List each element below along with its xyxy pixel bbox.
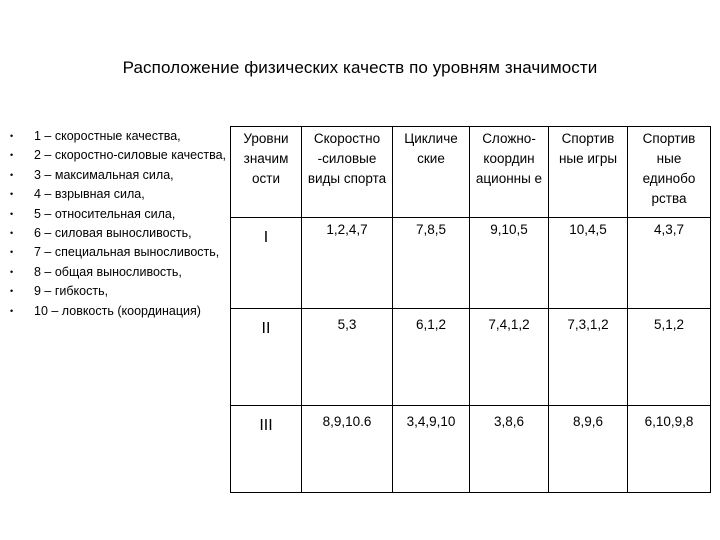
- list-item: [10, 167, 230, 184]
- table-cell: 5,1,2: [628, 309, 711, 406]
- quality-text: 5 – относительная сила,: [34, 206, 176, 221]
- table-cell: 8,9,10.6: [302, 406, 393, 493]
- table-cell: 7,8,5: [393, 218, 470, 309]
- bullet-icon: •: [10, 266, 14, 277]
- quality-text: 6 – силовая выносливость,: [34, 225, 192, 240]
- table-header-row: [231, 127, 711, 218]
- header-cell-speed-strength: Скоростно -силовые виды спорта: [302, 127, 393, 218]
- table-cell: 3,4,9,10: [393, 406, 470, 493]
- bullet-icon: •: [10, 227, 14, 238]
- quality-text: 9 – гибкость,: [34, 284, 109, 299]
- list-item: [10, 147, 230, 164]
- bullet-icon: •: [10, 247, 14, 258]
- bullet-icon: •: [10, 150, 14, 161]
- header-cell-complex-coordination: Сложно-координ ационны е: [470, 127, 549, 218]
- table-cell: 8,9,6: [549, 406, 628, 493]
- list-item: [10, 264, 230, 281]
- table-cell: 9,10,5: [470, 218, 549, 309]
- list-item: [10, 186, 230, 203]
- table-row: [231, 218, 711, 309]
- list-item: [10, 244, 230, 261]
- list-item: [10, 128, 230, 145]
- level-cell: III: [231, 406, 302, 493]
- quality-text: 7 – специальная выносливость,: [34, 245, 220, 260]
- table-cell: 10,4,5: [549, 218, 628, 309]
- header-cell-sport-games: Спортив ные игры: [549, 127, 628, 218]
- list-item: [10, 206, 230, 223]
- quality-text: 4 – взрывная сила,: [34, 187, 145, 202]
- table-cell: 6,1,2: [393, 309, 470, 406]
- quality-text: 1 – скоростные качества,: [34, 129, 181, 143]
- table-cell: 7,3,1,2: [549, 309, 628, 406]
- list-item: [10, 303, 230, 320]
- bullet-icon: •: [10, 286, 14, 297]
- table-cell: 5,3: [302, 309, 393, 406]
- table-cell: 4,3,7: [628, 218, 711, 309]
- table-row: [231, 309, 711, 406]
- quality-text: 2 – скоростно-силовые качества,: [34, 148, 227, 163]
- table-cell: 3,8,6: [470, 406, 549, 493]
- bullet-icon: •: [10, 208, 14, 219]
- table-row: [231, 406, 711, 493]
- bullet-icon: •: [10, 305, 14, 316]
- list-item: [10, 283, 230, 300]
- quality-text: 10 – ловкость (координация): [34, 303, 201, 318]
- table-cell: 1,2,4,7: [302, 218, 393, 309]
- header-cell-combat-sports: Спортив ные единобо рства: [628, 127, 711, 218]
- table-cell: 6,10,9,8: [628, 406, 711, 493]
- table-cell: 7,4,1,2: [470, 309, 549, 406]
- header-cell-levels: Уровни значим ости: [231, 127, 302, 218]
- level-cell: II: [231, 309, 302, 406]
- quality-text: 3 – максимальная сила,: [34, 167, 174, 182]
- bullet-icon: •: [10, 169, 14, 180]
- bullet-icon: •: [10, 131, 14, 141]
- bullet-icon: •: [10, 189, 14, 200]
- page-title: Расположение физических качеств по уровням значимости: [122, 58, 598, 77]
- significance-table: [230, 126, 711, 493]
- header-cell-cyclic: Цикличе ские: [393, 127, 470, 218]
- quality-text: 8 – общая выносливость,: [34, 264, 182, 279]
- qualities-list: [10, 128, 230, 322]
- level-cell: I: [231, 218, 302, 309]
- list-item: [10, 225, 230, 242]
